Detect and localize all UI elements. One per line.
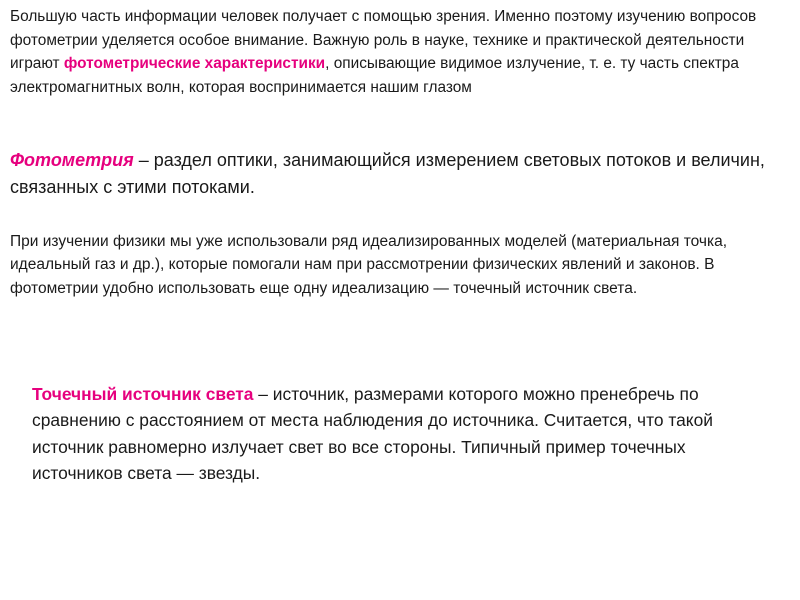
photometric-characteristics-term: фотометрические характеристики bbox=[63, 55, 326, 73]
intro-text-before: Большую часть информации человек получает с помощью зрения. Именно поэтому изучению вопросов фотометрии уделяется особое внимание. Важную роль в науке, технике и практической деятельности играют bbox=[10, 8, 757, 73]
point-source-definition bbox=[32, 381, 772, 487]
photometry-definition-text: – раздел оптики, занимающийся измерением световых потоков и величин, связанных с этими потоками. bbox=[10, 150, 765, 197]
idealized-models-paragraph bbox=[10, 230, 780, 300]
point-source-definition-text: – источник, размерами которого можно пренебречь по сравнению с расстоянием от места наблюдения до источника. Считается, что такой источник равномерно излучает свет во все стороны. Типичный пример точечных источников света — звезды. bbox=[32, 384, 713, 484]
intro-text-after: , описывающие видимое излучение, т. е. ту часть спектра электромагнитных волн, которая воспринимается нашим глазом bbox=[10, 55, 739, 96]
photometry-term: Фотометрия bbox=[10, 150, 134, 170]
point-source-term: Точечный источник света bbox=[32, 384, 254, 404]
intro-paragraph bbox=[10, 5, 795, 99]
idealized-models-text: При изучении физики мы уже использовали ряд идеализированных моделей (материальная точка, идеальный газ и др.), которые помогали нам при рассмотрении физических явлений и законов. В фотометрии удобно использовать еще одну идеализацию — точечный источник света. bbox=[10, 233, 728, 297]
photometry-definition bbox=[10, 147, 780, 201]
